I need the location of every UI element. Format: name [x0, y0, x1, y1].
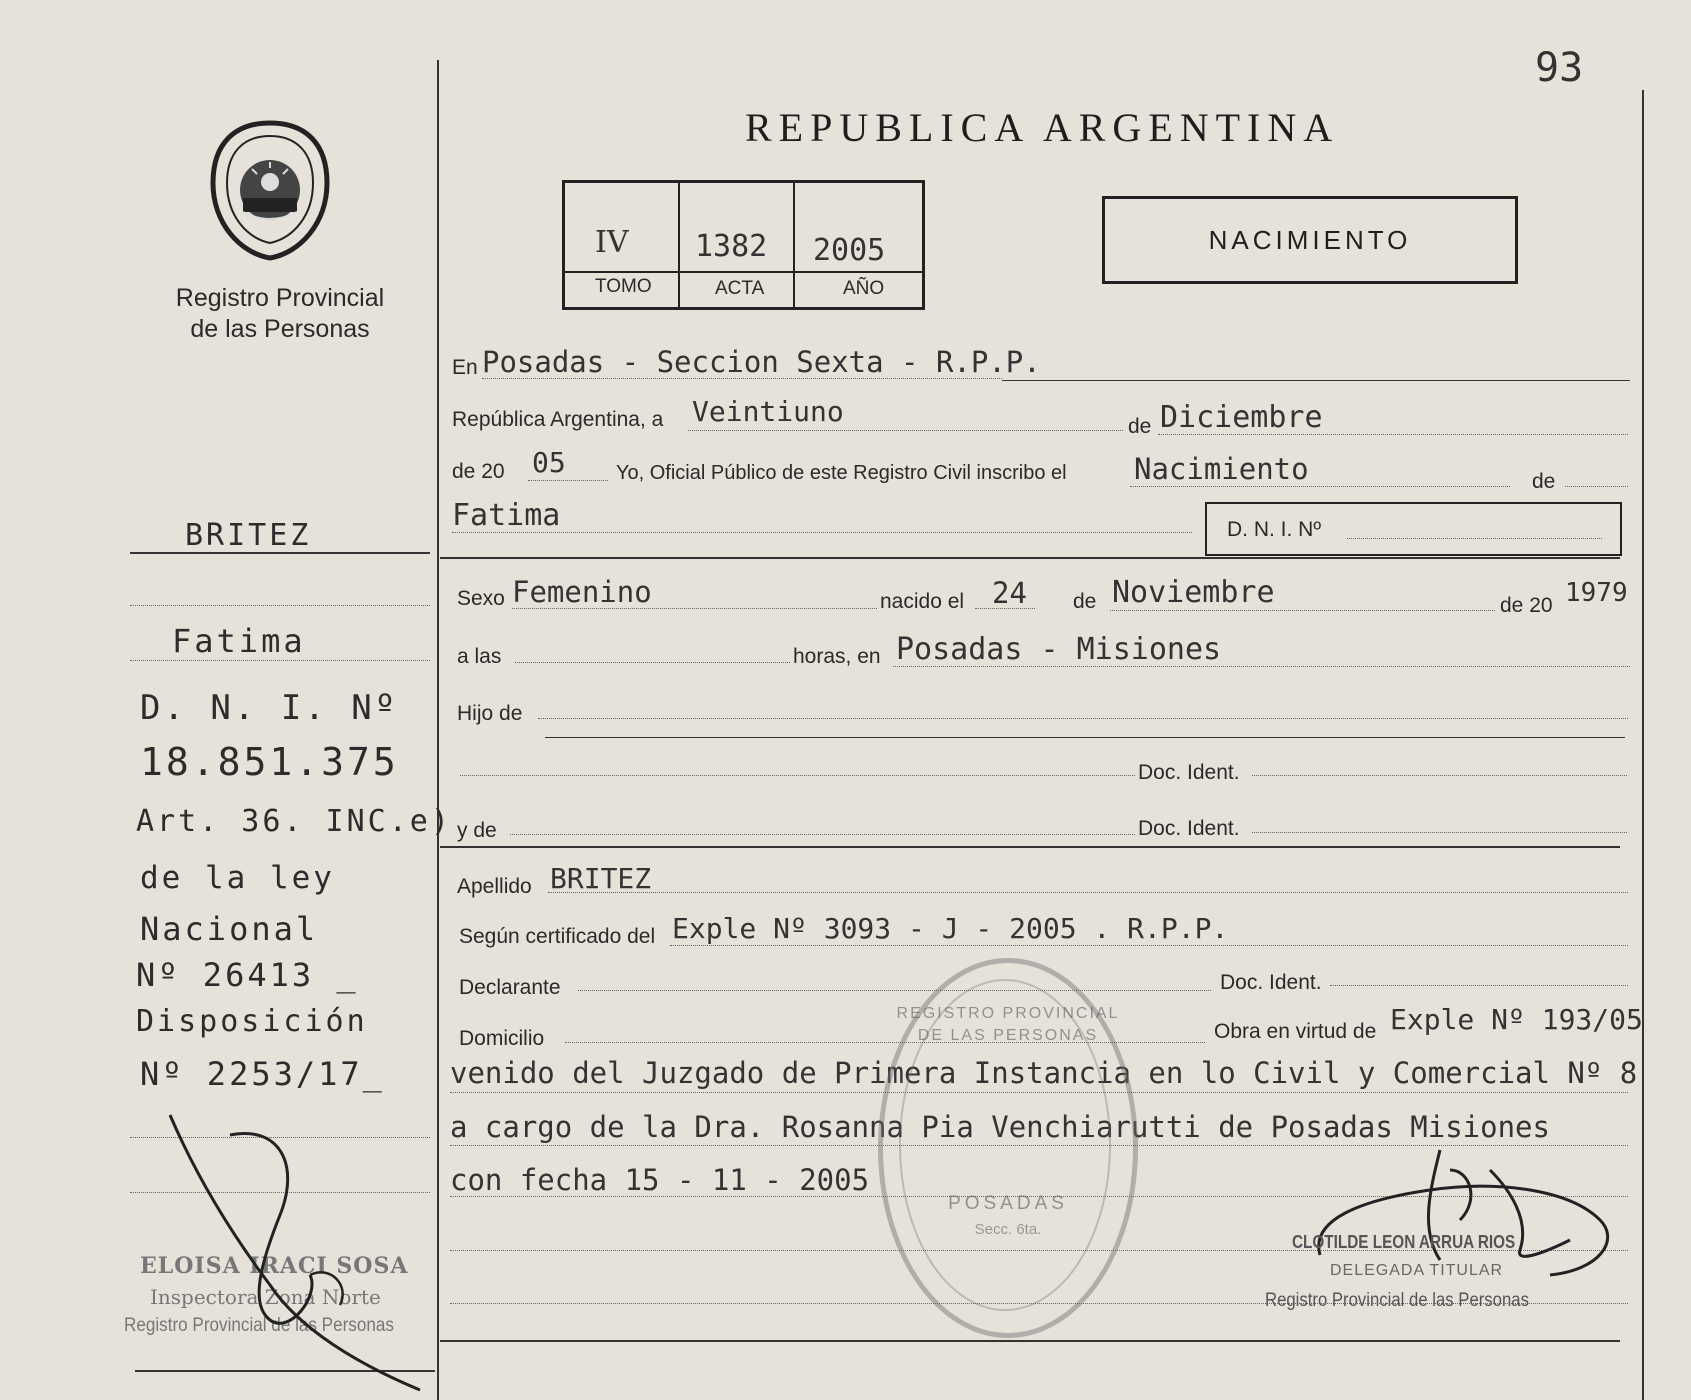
sexo-label: Sexo — [457, 587, 505, 610]
dni-label: D. N. I. Nº — [1227, 518, 1322, 541]
tomo-label: TOMO — [595, 276, 652, 297]
margin-note-2: 18.851.375 — [140, 740, 399, 784]
doc-type-label: NACIMIENTO — [1208, 225, 1412, 255]
note-line-2: a cargo de la Dra. Rosanna Pia Venchiarutti de Posadas Misiones — [450, 1110, 1550, 1144]
certificado-label: Según certificado del — [459, 925, 656, 948]
official-stamp — [878, 958, 1138, 1338]
right-border — [1642, 90, 1644, 1400]
apellido-label: Apellido — [457, 875, 532, 898]
tomo-value: IV — [595, 225, 629, 260]
anio-inscripcion-value: 05 — [532, 446, 566, 479]
margin-surname: BRITEZ — [185, 518, 312, 553]
acta-value: 1382 — [695, 229, 768, 264]
inspector-stamp-name: ELOISA IRACI SOSA — [140, 1253, 409, 1279]
nacido-mes: Noviembre — [1112, 575, 1275, 610]
en-value: Posadas - Seccion Sexta - R.P.P. — [482, 345, 1041, 379]
agency-line-1: Registro Provincial — [175, 284, 385, 312]
anio-prefix-label: de 20 — [452, 460, 505, 483]
obra-value: Exple Nº 193/05 — [1390, 1003, 1643, 1036]
dni-box — [1205, 502, 1622, 556]
country-title: REPUBLICA ARGENTINA — [745, 105, 1340, 150]
signer-name: CLOTILDE LEON ARRUA RIOS — [1292, 1232, 1516, 1252]
anio-label: AÑO — [843, 278, 885, 299]
mes-value: Diciembre — [1160, 400, 1323, 435]
apellido-value: BRITEZ — [550, 862, 652, 895]
signer-org: Registro Provincial de las Personas — [1265, 1290, 1529, 1311]
margin-name: Fatima — [172, 622, 306, 660]
yde-label: y de — [457, 819, 497, 842]
stamp-ring-text: REGISTRO PROVINCIAL DE LAS PERSONAS — [896, 1005, 1120, 1044]
nacido-anio: 1979 — [1565, 578, 1628, 608]
anio-value: 2005 — [813, 233, 886, 268]
nombre-value: Fatima — [452, 498, 561, 533]
obra-label: Obra en virtud de — [1214, 1020, 1377, 1043]
inspector-stamp-org: Registro Provincial de las Personas — [124, 1315, 394, 1336]
nacido-dia: 24 — [992, 576, 1027, 610]
yo-text: Yo, Oficial Público de este Registro Civil inscribo el — [616, 462, 1067, 484]
republica-label: República Argentina, a — [452, 408, 664, 431]
margin-note-8: Nº 2253/17_ — [140, 1055, 385, 1093]
sexo-value: Femenino — [512, 575, 652, 609]
doc-ident-label-1: Doc. Ident. — [1138, 761, 1240, 784]
lugar-value: Posadas - Misiones — [896, 632, 1222, 667]
agency-line-2: de las Personas — [190, 315, 370, 343]
note-line-1: venido del Juzgado de Primera Instancia en lo Civil y Comercial Nº 8 — [450, 1056, 1638, 1090]
domicilio-label: Domicilio — [459, 1027, 545, 1050]
de-label: de — [1128, 415, 1152, 438]
agency-name — [150, 283, 410, 345]
inspector-signature — [160, 1105, 440, 1395]
nacido-label: nacido el — [880, 590, 965, 613]
margin-note-4: de la ley — [140, 860, 335, 896]
hijo-label: Hijo de — [457, 702, 523, 725]
page-number: 93 — [1535, 45, 1584, 91]
stamp-sub: Secc. 6ta. — [974, 1221, 1042, 1238]
acta-label: ACTA — [715, 278, 765, 299]
declarante-label: Declarante — [459, 976, 561, 999]
alas-label: a las — [457, 645, 502, 668]
de-label-2: de — [1532, 470, 1556, 493]
provincial-seal-icon — [205, 118, 335, 263]
tomo-acta-box — [562, 180, 925, 310]
inspector-stamp-title: Inspectora Zona Norte — [150, 1285, 381, 1309]
doc-ident-label-2: Doc. Ident. — [1138, 817, 1240, 840]
inscribo-value: Nacimiento — [1134, 452, 1309, 486]
margin-note-7: Disposición — [136, 1004, 368, 1039]
signer-title: DELEGADA TITULAR — [1330, 1262, 1504, 1279]
doc-type-box — [1102, 196, 1518, 284]
en-label: En — [452, 356, 478, 379]
note-line-3: con fecha 15 - 11 - 2005 — [450, 1163, 870, 1197]
margin-note-1: D. N. I. Nº — [140, 688, 399, 728]
de20-label: de 20 — [1500, 594, 1553, 617]
margin-note-5: Nacional — [140, 910, 319, 948]
certificado-value: Exple Nº 3093 - J - 2005 . R.P.P. — [672, 912, 1229, 945]
de-label-3: de — [1073, 590, 1097, 613]
horas-label: horas, en — [793, 645, 881, 668]
margin-note-6: Nº 26413 _ — [136, 956, 359, 994]
margin-note-3: Art. 36. INC.e) — [136, 804, 452, 839]
doc-ident-label-3: Doc. Ident. — [1220, 971, 1322, 994]
dia-value: Veintiuno — [692, 395, 844, 428]
stamp-city: POSADAS — [948, 1193, 1068, 1214]
